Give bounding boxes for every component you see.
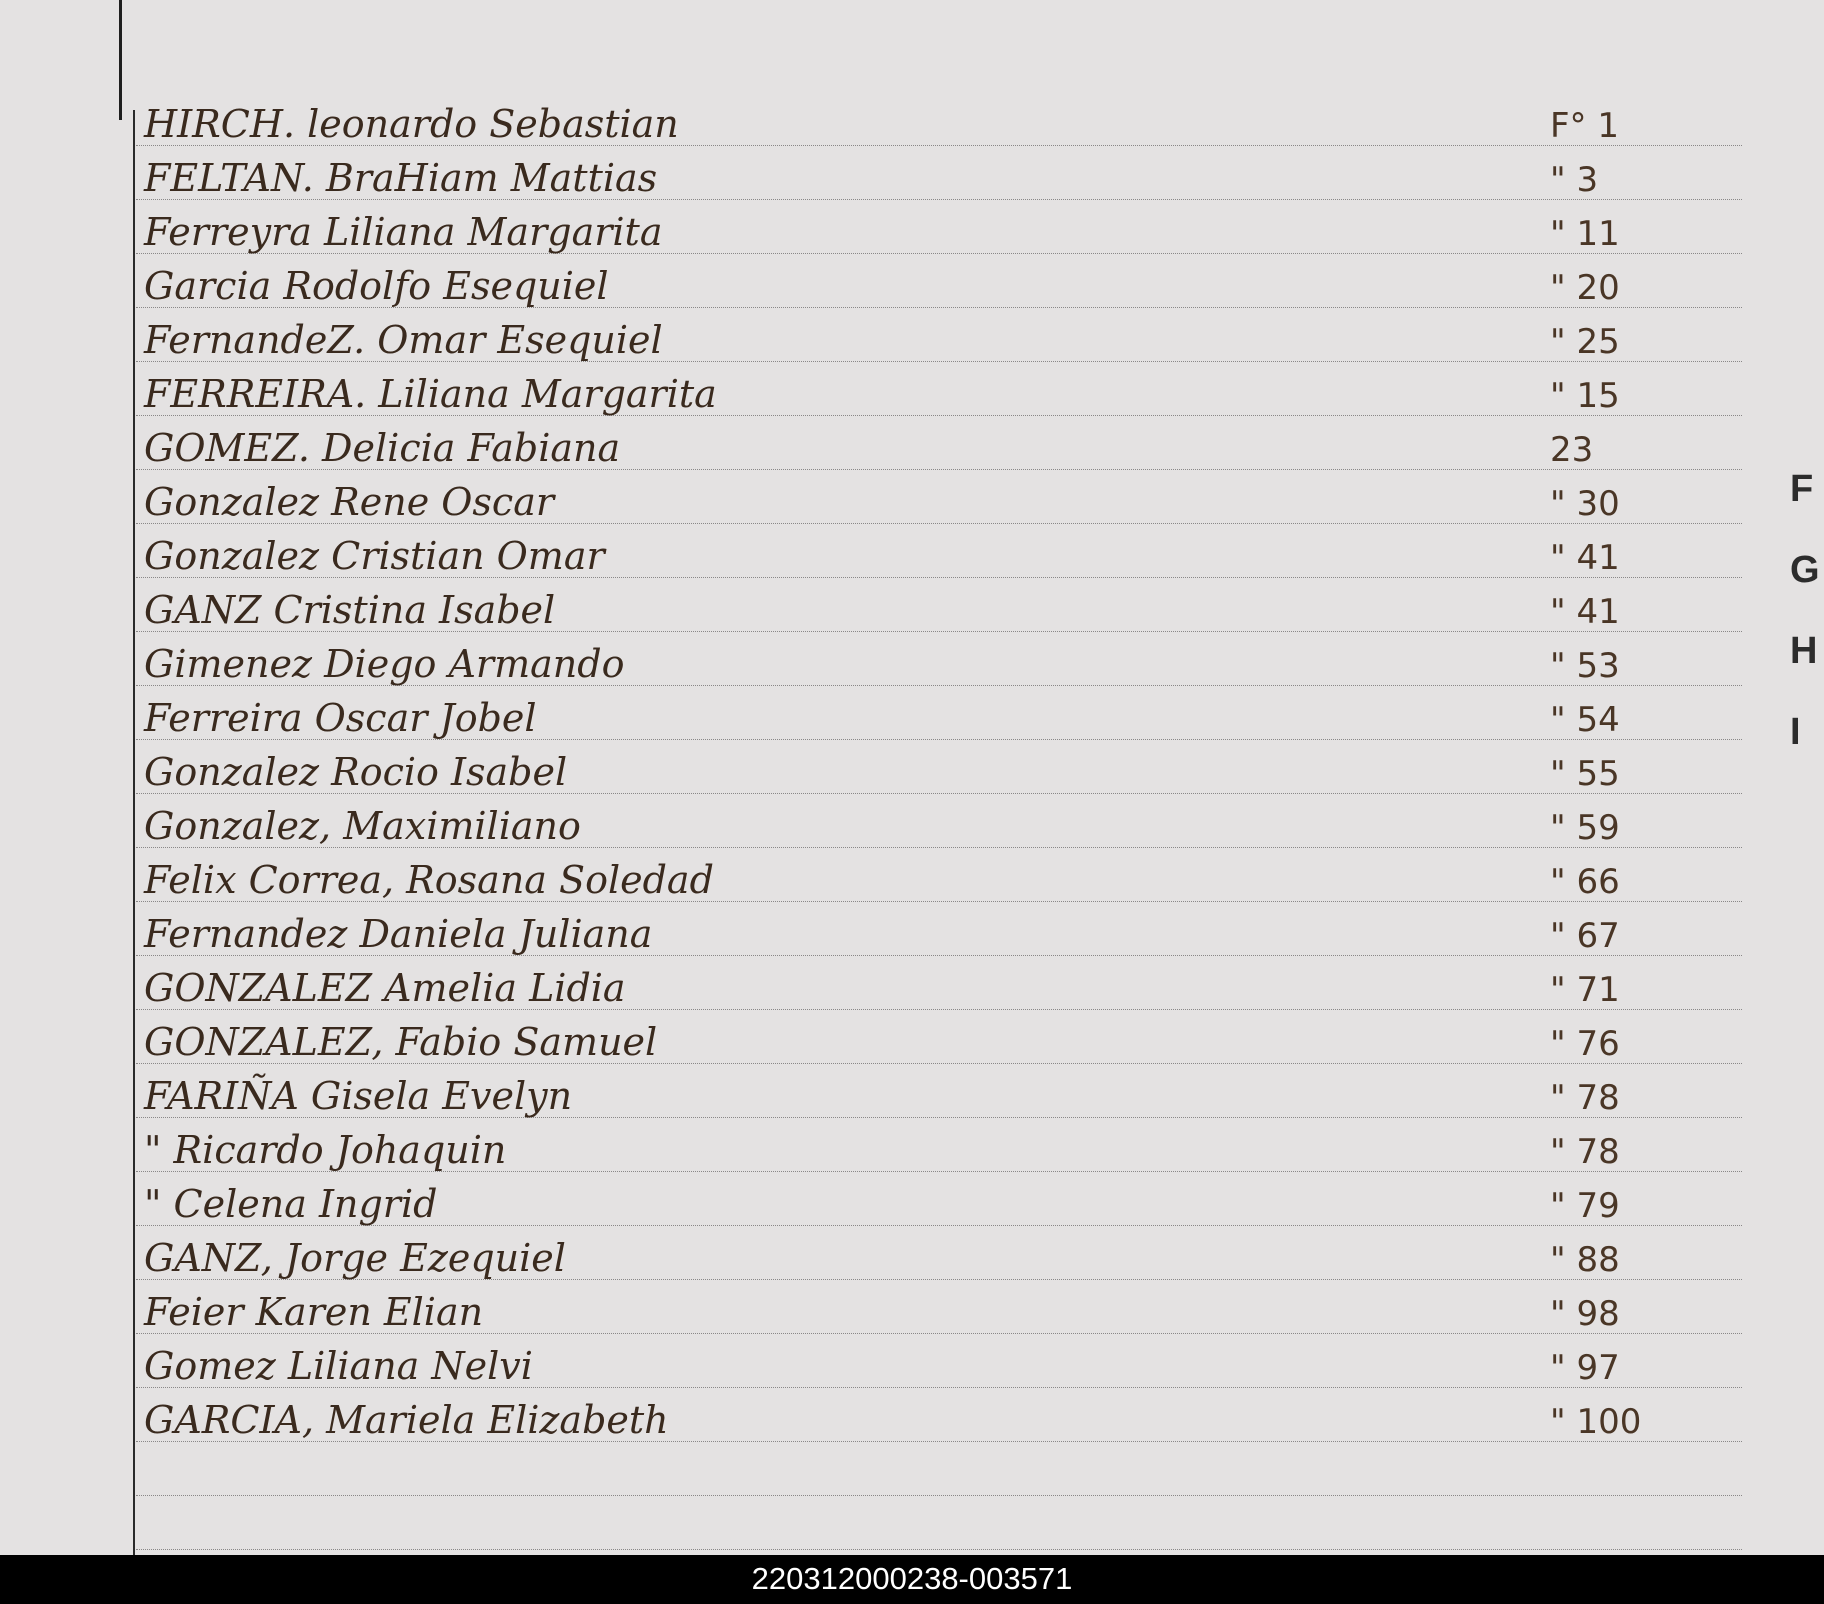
entry-row xyxy=(136,470,1742,524)
entry-name: Feier Karen Elian xyxy=(144,1290,484,1334)
entry-row xyxy=(136,902,1742,956)
entry-folio: " 15 xyxy=(1550,376,1620,416)
entry-name: GARCIA, Mariela Elizabeth xyxy=(144,1398,669,1442)
entry-name: Gonzalez Rene Oscar xyxy=(144,480,555,524)
entry-row xyxy=(136,848,1742,902)
entry-name: Garcia Rodolfo Esequiel xyxy=(144,264,609,308)
entry-name: HIRCH. leonardo Sebastian xyxy=(144,102,679,146)
entry-folio: " 76 xyxy=(1550,1024,1620,1064)
entry-row xyxy=(136,524,1742,578)
entry-name: FernandeZ. Omar Esequiel xyxy=(144,318,663,362)
entry-folio: " 3 xyxy=(1550,160,1599,200)
entry-folio: " 55 xyxy=(1550,754,1620,794)
entry-folio: " 41 xyxy=(1550,538,1620,578)
entry-list xyxy=(136,92,1742,1550)
entry-name: Felix Correa, Rosana Soledad xyxy=(144,858,714,902)
ledger-margin-line xyxy=(133,110,135,1555)
entry-folio: " 88 xyxy=(1550,1240,1620,1280)
entry-name: " Celena Ingrid xyxy=(144,1182,438,1226)
entry-name: FELTAN. BraHiam Mattias xyxy=(144,156,658,200)
entry-folio: " 30 xyxy=(1550,484,1620,524)
entry-row xyxy=(136,1172,1742,1226)
entry-row xyxy=(136,632,1742,686)
entry-folio: " 98 xyxy=(1550,1294,1620,1334)
entry-row xyxy=(136,200,1742,254)
index-tab-i: I xyxy=(1790,711,1801,753)
entry-row-empty xyxy=(136,1442,1742,1496)
entry-row xyxy=(136,1388,1742,1442)
entry-folio: " 100 xyxy=(1550,1402,1642,1442)
entry-row xyxy=(136,794,1742,848)
entry-row xyxy=(136,146,1742,200)
entry-folio: " 25 xyxy=(1550,322,1620,362)
index-tab-g: G xyxy=(1790,549,1820,591)
alphabet-index-tabs xyxy=(1790,470,1824,794)
entry-row xyxy=(136,92,1742,146)
entry-row xyxy=(136,308,1742,362)
entry-row xyxy=(136,1334,1742,1388)
entry-folio: " 20 xyxy=(1550,268,1620,308)
entry-name: GOMEZ. Delicia Fabiana xyxy=(144,426,621,470)
entry-folio: " 59 xyxy=(1550,808,1620,848)
entry-folio: " 66 xyxy=(1550,862,1620,902)
entry-folio: " 54 xyxy=(1550,700,1620,740)
entry-row xyxy=(136,956,1742,1010)
entry-row xyxy=(136,1118,1742,1172)
entry-name: Gonzalez, Maximiliano xyxy=(144,804,581,848)
binding-margin-line xyxy=(119,0,122,120)
entry-folio: 23 xyxy=(1550,430,1594,470)
entry-name: GONZALEZ Amelia Lidia xyxy=(144,966,626,1010)
entry-row xyxy=(136,1226,1742,1280)
entry-folio: " 97 xyxy=(1550,1348,1620,1388)
scan-id-bar xyxy=(0,1555,1824,1604)
entry-name: FERREIRA. Liliana Margarita xyxy=(144,372,717,416)
entry-row-empty xyxy=(136,1496,1742,1550)
index-tab-h: H xyxy=(1790,630,1818,672)
entry-row xyxy=(136,1010,1742,1064)
entry-row xyxy=(136,1064,1742,1118)
entry-row xyxy=(136,416,1742,470)
entry-folio: " 11 xyxy=(1550,214,1620,254)
entry-name: Gonzalez Rocio Isabel xyxy=(144,750,568,794)
entry-name: GONZALEZ, Fabio Samuel xyxy=(144,1020,658,1064)
entry-folio: " 41 xyxy=(1550,592,1620,632)
entry-name: FARIÑA Gisela Evelyn xyxy=(144,1074,573,1118)
scan-id-text: 220312000238-003571 xyxy=(751,1561,1073,1596)
entry-name: Ferreyra Liliana Margarita xyxy=(144,210,663,254)
entry-row xyxy=(136,362,1742,416)
entry-folio: " 71 xyxy=(1550,970,1620,1010)
entry-folio: " 79 xyxy=(1550,1186,1620,1226)
entry-name: Gimenez Diego Armando xyxy=(144,642,625,686)
entry-name: GANZ Cristina Isabel xyxy=(144,588,556,632)
entry-name: Gonzalez Cristian Omar xyxy=(144,534,605,578)
entry-folio: " 78 xyxy=(1550,1132,1620,1172)
entry-name: Fernandez Daniela Juliana xyxy=(144,912,653,956)
entry-row xyxy=(136,254,1742,308)
entry-folio: " 78 xyxy=(1550,1078,1620,1118)
index-tab-f: F xyxy=(1790,468,1814,510)
entry-name: Ferreira Oscar Jobel xyxy=(144,696,537,740)
entry-row xyxy=(136,578,1742,632)
entry-row xyxy=(136,686,1742,740)
entry-name: GANZ, Jorge Ezequiel xyxy=(144,1236,566,1280)
entry-row xyxy=(136,1280,1742,1334)
entry-name: Gomez Liliana Nelvi xyxy=(144,1344,533,1388)
entry-folio: " 67 xyxy=(1550,916,1620,956)
entry-row xyxy=(136,740,1742,794)
entry-folio: F° 1 xyxy=(1550,106,1619,146)
entry-folio: " 53 xyxy=(1550,646,1620,686)
entry-name: " Ricardo Johaquin xyxy=(144,1128,507,1172)
